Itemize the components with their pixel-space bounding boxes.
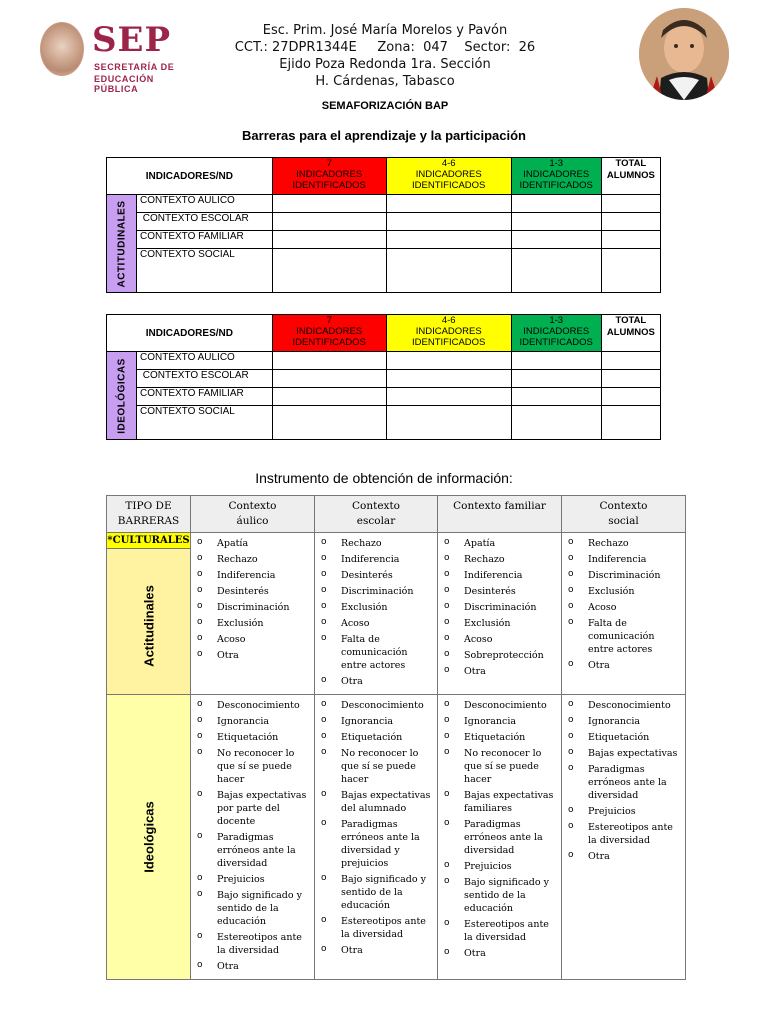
list-item: o Otra <box>321 944 434 957</box>
cell <box>601 406 660 440</box>
list-item: o Etiquetación <box>444 731 558 744</box>
list-item: o Discriminación <box>444 601 558 614</box>
section-subtitle: Barreras para el aprendizaje y la participación <box>242 128 526 143</box>
list-item: o Ignorancia <box>321 715 434 728</box>
level-mid: 4-6 INDICADORES IDENTIFICADOS <box>386 315 511 352</box>
total-header: TOTAL ALUMNOS <box>601 315 660 352</box>
logo-line-2: EDUCACIÓN PÚBLICA <box>94 74 154 94</box>
list-item: o Desinterés <box>197 585 311 598</box>
list-item: o Rechazo <box>197 553 311 566</box>
cell <box>386 231 511 249</box>
school-city: H. Cárdenas, Tabasco <box>315 74 455 89</box>
list-item: o Desinterés <box>444 585 558 598</box>
list-cell <box>562 695 686 980</box>
list-item: o Ignorancia <box>197 715 311 728</box>
list-item: o Desconocimiento <box>568 699 682 712</box>
list-item: o Acoso <box>321 617 434 630</box>
list-item: o Paradigmas erróneos ante la diversidad <box>568 763 682 802</box>
list-item: o Estereotipos ante la diversidad <box>197 931 311 957</box>
cell <box>272 213 386 231</box>
list-item: o Exclusión <box>321 601 434 614</box>
school-name: Esc. Prim. José María Morelos y Pavón <box>262 23 508 38</box>
cell <box>601 249 660 293</box>
list-item: o Acoso <box>444 633 558 646</box>
row-type-ideologicas <box>107 695 191 980</box>
cell <box>511 352 601 370</box>
list-item: o Bajo significado y sentido de la educación <box>444 876 558 915</box>
cell <box>272 249 386 293</box>
list-item: o Otra <box>444 665 558 678</box>
context-row-label: CONTEXTO SOCIAL <box>137 406 273 440</box>
context-row-label: CONTEXTO FAMILIAR <box>137 388 273 406</box>
list-item: o Paradigmas erróneos ante la diversidad <box>444 818 558 857</box>
list-item: o Bajo significado y sentido de la educación <box>197 889 311 928</box>
culturales-label: *CULTURALES <box>107 533 190 549</box>
list-cell <box>191 533 315 695</box>
list-item: o Paradigmas erróneos ante la diversidad <box>197 831 311 870</box>
context-row-label: CONTEXTO AULICO <box>137 352 273 370</box>
list-item: o Bajas expectativas familiares <box>444 789 558 815</box>
context-row-label: CONTEXTO FAMILIAR <box>137 231 273 249</box>
header-familiar: Contexto familiar <box>438 496 562 533</box>
cell <box>272 370 386 388</box>
list-item: o No reconocer lo que sí se puede hacer <box>197 747 311 786</box>
list-item: o Prejuicios <box>197 873 311 886</box>
list-item: o Desinterés <box>321 569 434 582</box>
cell <box>386 352 511 370</box>
row-type-label: Ideológicas <box>141 801 156 873</box>
cell <box>386 388 511 406</box>
list-cell <box>315 695 438 980</box>
list-item: o Etiquetación <box>197 731 311 744</box>
total-header: TOTAL ALUMNOS <box>601 158 660 195</box>
context-row-label: CONTEXTO AULICO <box>137 195 273 213</box>
cell <box>386 370 511 388</box>
list-item: o Otra <box>568 850 682 863</box>
category-cell <box>107 195 137 293</box>
list-item: o Acoso <box>197 633 311 646</box>
list-item: o Desconocimiento <box>321 699 434 712</box>
list-item: o Indiferencia <box>444 569 558 582</box>
list-item: o No reconocer lo que sí se puede hacer <box>444 747 558 786</box>
cell <box>272 352 386 370</box>
context-row-label: CONTEXTO ESCOLAR <box>137 213 273 231</box>
cell <box>601 352 660 370</box>
category-label: IDEOLÓGICAS <box>116 357 127 434</box>
header-social: Contexto social <box>562 496 686 533</box>
cell <box>511 231 601 249</box>
list-item: o Apatía <box>197 537 311 550</box>
cell <box>511 370 601 388</box>
cell <box>601 388 660 406</box>
indicadores-header: INDICADORES/ND <box>107 158 273 195</box>
list-item: o Falta de comunicación entre actores <box>321 633 434 672</box>
list-item: o Indiferencia <box>197 569 311 582</box>
indicadores-header: INDICADORES/ND <box>107 315 273 352</box>
list-cell <box>562 533 686 695</box>
list-item: o Apatía <box>444 537 558 550</box>
list-item: o Otra <box>444 947 558 960</box>
list-cell <box>438 533 562 695</box>
school-location: Ejido Poza Redonda 1ra. Sección <box>279 57 491 72</box>
cell <box>272 231 386 249</box>
list-item: o Exclusión <box>444 617 558 630</box>
level-high: 7 INDICADORES IDENTIFICADOS <box>272 315 386 352</box>
level-mid: 4-6 INDICADORES IDENTIFICADOS <box>386 158 511 195</box>
list-item: o Desconocimiento <box>444 699 558 712</box>
list-item: o Exclusión <box>197 617 311 630</box>
school-info <box>200 22 570 90</box>
list-item: o Rechazo <box>568 537 682 550</box>
cell <box>272 388 386 406</box>
list-cell <box>438 695 562 980</box>
row-type-label: Actitudinales <box>141 585 156 668</box>
list-item: o Discriminación <box>197 601 311 614</box>
list-item: o Prejuicios <box>568 805 682 818</box>
logo-word: SEP <box>92 20 172 60</box>
instrument-title: Instrumento de obtención de información: <box>255 470 513 486</box>
cell <box>511 213 601 231</box>
list-item: o Otra <box>568 659 682 672</box>
list-item: o Otra <box>197 649 311 662</box>
list-item: o Etiquetación <box>568 731 682 744</box>
cell <box>386 195 511 213</box>
cell <box>386 213 511 231</box>
list-item: o Falta de comunicación entre actores <box>568 617 682 656</box>
list-item: o Estereotipos ante la diversidad <box>568 821 682 847</box>
header-tipo: TIPO DE BARRERAS <box>107 496 191 533</box>
cell <box>272 195 386 213</box>
instrument-table <box>106 495 686 980</box>
list-item: o Bajo significado y sentido de la educación <box>321 873 434 912</box>
list-item: o Estereotipos ante la diversidad <box>321 915 434 941</box>
header-escolar: Contexto escolar <box>315 496 438 533</box>
cell <box>386 249 511 293</box>
list-cell <box>191 695 315 980</box>
list-item: o Prejuicios <box>444 860 558 873</box>
list-item: o Paradigmas erróneos ante la diversidad y prejuicios <box>321 818 434 870</box>
list-item: o Rechazo <box>444 553 558 566</box>
list-item: o Indiferencia <box>321 553 434 566</box>
cell <box>272 406 386 440</box>
list-item: o Estereotipos ante la diversidad <box>444 918 558 944</box>
coat-of-arms-icon <box>40 22 86 80</box>
category-label: ACTITUDINALES <box>116 199 127 288</box>
school-cct: CCT.: 27DPR1344E Zona: 047 Sector: 26 <box>234 40 536 55</box>
cell <box>511 388 601 406</box>
portrait-image <box>639 8 729 100</box>
list-cell <box>315 533 438 695</box>
cell <box>511 249 601 293</box>
header-aulico: Contexto áulico <box>191 496 315 533</box>
row-type-actitudinales <box>107 533 191 695</box>
level-high: 7 INDICADORES IDENTIFICADOS <box>272 158 386 195</box>
list-item: o Exclusión <box>568 585 682 598</box>
cell <box>511 406 601 440</box>
list-item: o Bajas expectativas del alumnado <box>321 789 434 815</box>
list-item: o Discriminación <box>568 569 682 582</box>
list-item: o Rechazo <box>321 537 434 550</box>
list-item: o Ignorancia <box>568 715 682 728</box>
list-item: o No reconocer lo que sí se puede hacer <box>321 747 434 786</box>
level-low: 1-3 INDICADORES IDENTIFICADOS <box>511 158 601 195</box>
list-item: o Bajas expectativas por parte del docente <box>197 789 311 828</box>
cell <box>601 370 660 388</box>
context-row-label: CONTEXTO SOCIAL <box>137 249 273 293</box>
list-item: o Acoso <box>568 601 682 614</box>
list-item: o Indiferencia <box>568 553 682 566</box>
sep-logo <box>40 20 190 94</box>
context-row-label: CONTEXTO ESCOLAR <box>137 370 273 388</box>
cell <box>511 195 601 213</box>
category-cell <box>107 352 137 440</box>
list-item: o Bajas expectativas <box>568 747 682 760</box>
cell <box>601 231 660 249</box>
level-low: 1-3 INDICADORES IDENTIFICADOS <box>511 315 601 352</box>
semaforo-table-ideologicas <box>106 314 661 440</box>
logo-line-1: SECRETARÍA DE <box>94 62 175 72</box>
document-title: SEMAFORIZACIÓN BAP <box>321 100 449 112</box>
list-item: o Discriminación <box>321 585 434 598</box>
cell <box>601 213 660 231</box>
list-item: o Otra <box>197 960 311 973</box>
list-item: o Sobreprotección <box>444 649 558 662</box>
list-item: o Etiquetación <box>321 731 434 744</box>
list-item: o Otra <box>321 675 434 688</box>
semaforo-table-actitudinales <box>106 157 661 293</box>
cell <box>386 406 511 440</box>
list-item: o Desconocimiento <box>197 699 311 712</box>
list-item: o Ignorancia <box>444 715 558 728</box>
cell <box>601 195 660 213</box>
